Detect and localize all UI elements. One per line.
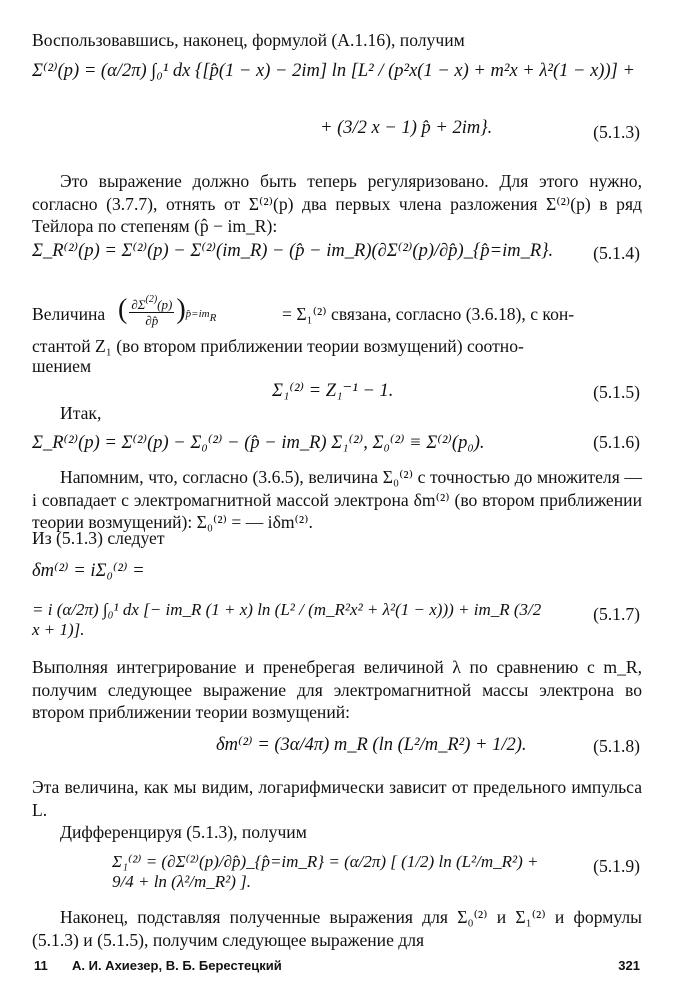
itak-line: Итак, xyxy=(60,403,102,423)
regularize-paragraph: Это выражение должно быть теперь регуляризовано. Для этого нужно, согласно (3.7.7), отнять от Σ⁽²⁾(p) два первых члена разложения Σ⁽²⁾(p) в ряд Тейлора по степеням (p̂ − im_R): xyxy=(32,171,642,237)
derivative-frac xyxy=(129,292,174,328)
signature-mark: 11 xyxy=(34,958,48,973)
equation-5-1-9: Σ₁⁽²⁾ = (∂Σ⁽²⁾(p)/∂p̂)_{p̂=im_R} = (α/2π) [ (1/2) ln (L²/m_R²) + 9/4 + ln (λ²/m_R²) ]. xyxy=(112,852,539,891)
right-paren-glyph: ) xyxy=(176,294,186,325)
equation-5-1-8: δm⁽²⁾ = (3α/4π) m_R (ln (L²/m_R²) + 1/2). xyxy=(216,735,527,755)
equation-5-1-4: Σ_R⁽²⁾(p) = Σ⁽²⁾(p) − Σ⁽²⁾(im_R) − (p̂ − im_R)(∂Σ⁽²⁾(p)/∂p̂)_{p̂=im_R}. xyxy=(32,241,554,261)
equation-5-1-3-line-1: Σ⁽²⁾(p) = (α/2π) ∫₀¹ dx {[p̂(1 − x) − 2im] ln [L² / (p²x(1 − x) + m²x + λ²(1 − x))] + xyxy=(32,61,635,81)
left-paren-glyph: ( xyxy=(118,294,128,325)
integrating-paragraph: Выполняя интегрирование и пренебрегая величиной λ по сравнению с m_R, получим следующее выражение для электромагнитной массы электрона во втором приближении теории возмущений: xyxy=(32,657,642,723)
page-number: 321 xyxy=(618,958,640,973)
equation-number-5-1-3: (5.1.3) xyxy=(593,122,640,142)
value-line-2: стантой Z₁ (во втором приближении теории возмущений) соотно- xyxy=(32,336,524,356)
log-paragraph: Эта величина, как мы видим, логарифмически зависит от предельного импульса L. xyxy=(32,777,642,820)
frac-num: $\partial\Sigma^{(2)}(p)$ xyxy=(131,294,173,312)
value-line-3: шением xyxy=(32,356,92,376)
recall-paragraph: Напомним, что, согласно (3.6.5), величина Σ₀⁽²⁾ с точностью до множителя — i совпадает с электромагнитной массой электрона δm⁽²⁾ (во втором приближении теории возмущений): Σ₀⁽²⁾ = — iδm⁽²⁾. xyxy=(32,467,642,533)
intro-line: Воспользовавшись, наконец, формулой (А.1.16), получим xyxy=(32,30,465,50)
equation-5-1-7-line-1: δm⁽²⁾ = iΣ₀⁽²⁾ = xyxy=(32,561,145,581)
follows-line: Из (5.1.3) следует xyxy=(32,528,165,548)
equation-number-5-1-4: (5.1.4) xyxy=(593,243,640,263)
equation-5-1-5: Σ₁⁽²⁾ = Z₁⁻¹ − 1. xyxy=(272,381,394,401)
equation-5-1-3-line-2: + (3/2 x − 1) p̂ + 2im}. xyxy=(320,118,493,138)
equation-number-5-1-7: (5.1.7) xyxy=(593,604,640,624)
equation-number-5-1-8: (5.1.8) xyxy=(593,736,640,756)
equation-5-1-7-line-2: = i (α/2π) ∫₀¹ dx [− im_R (1 + x) ln (L² / (m_R²x² + λ²(1 − x))) + im_R (3/2 x + 1)]. xyxy=(32,600,542,639)
frac-den: ∂p̂ xyxy=(145,313,159,328)
derivative-fraction xyxy=(118,292,216,328)
equation-5-1-6: Σ_R⁽²⁾(p) = Σ⁽²⁾(p) − Σ₀⁽²⁾ − (p̂ − im_R) Σ₁⁽²⁾, Σ₀⁽²⁾ ≡ Σ⁽²⁾(p₀). xyxy=(32,433,485,453)
value-label: Величина xyxy=(32,304,106,324)
equation-number-5-1-9: (5.1.9) xyxy=(593,856,640,876)
finally-paragraph: Наконец, подставляя полученные выражения для Σ₀⁽²⁾ и Σ₁⁽²⁾ и формулы (5.1.3) и (5.1.5), получим следующее выражение для xyxy=(32,907,642,950)
running-footer-authors: А. И. Ахиезер, В. Б. Берестецкий xyxy=(72,958,282,973)
equation-number-5-1-6: (5.1.6) xyxy=(593,432,640,452)
eval-subscript: p̂=imR xyxy=(185,308,217,325)
value-continuation: = Σ₁⁽²⁾ связана, согласно (3.6.18), с кон- xyxy=(282,304,575,324)
equation-number-5-1-5: (5.1.5) xyxy=(593,382,640,402)
differentiating-line: Дифференцируя (5.1.3), получим xyxy=(60,822,307,842)
